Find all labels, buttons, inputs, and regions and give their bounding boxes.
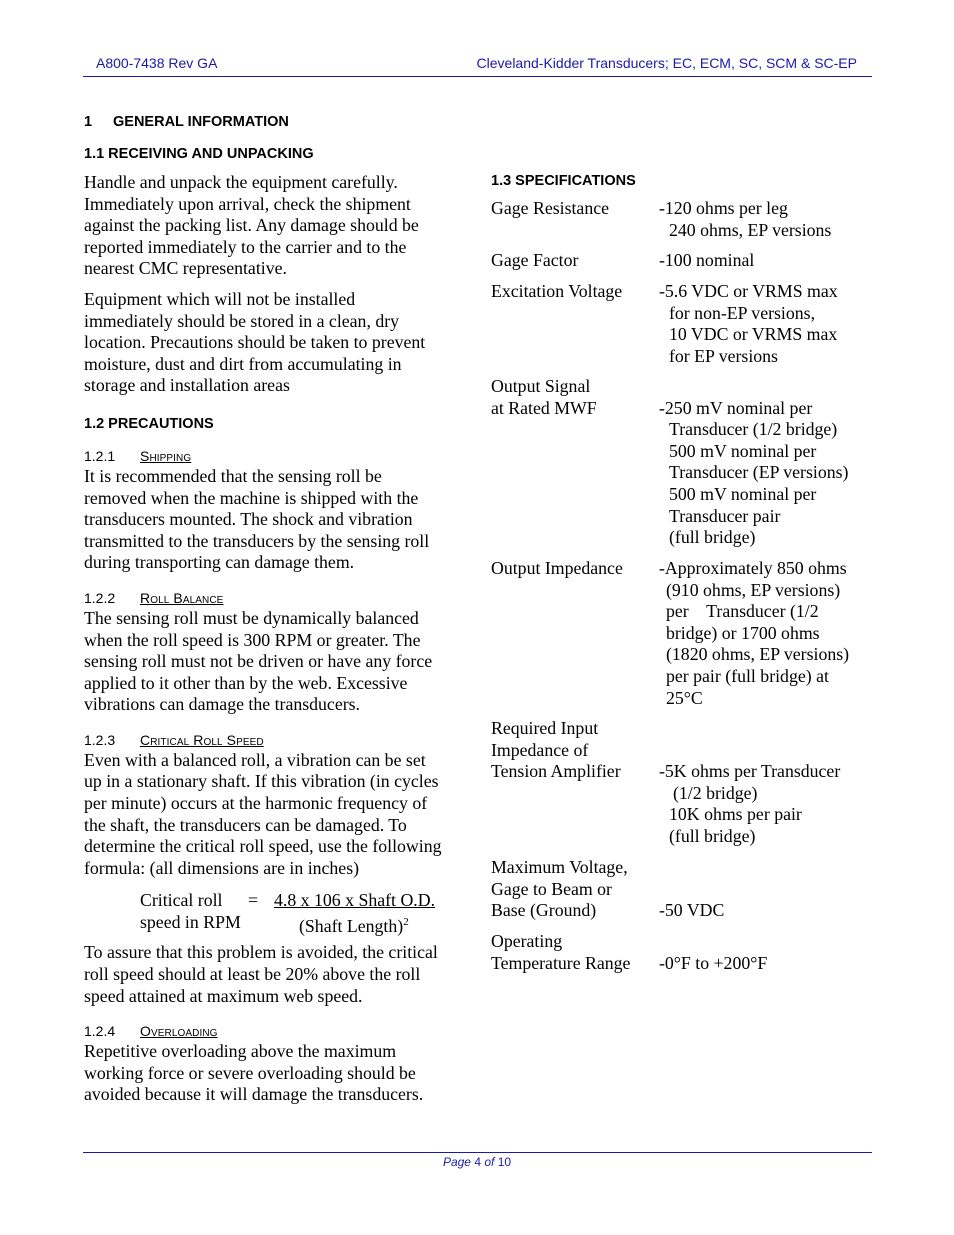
text-line: speed attained at maximum web speed. [84,985,363,1006]
critical-roll-speed-paragraph-2 [84,942,464,1007]
heading-number: 1.2.3 [84,731,116,748]
label-line: Output Signal [491,376,591,396]
heading-title: Overloading [140,1023,218,1040]
text-line: Even with a balanced roll, a vibration can be set [84,749,426,770]
spec-value [659,281,874,367]
text-line: moisture, dust and dirt from accumulating in [84,353,402,374]
text-line: removed when the machine is shipped with the [84,487,419,508]
label-line: Tension Amplifier [491,761,621,782]
denominator-text: (Shaft Length) [299,916,404,937]
section-1-heading [84,112,464,132]
text-line: the shaft, the transducers can be damaged. To [84,814,407,835]
text-line: nearest CMC representative. [84,258,287,279]
spec-value: -0°F to +200°F [659,952,768,973]
critical-roll-speed-heading [84,730,464,750]
header-rule [83,76,872,77]
text-line: immediately should be stored in a clean, dry [84,310,400,331]
section-1-number: 1 [84,114,93,130]
roll-balance-paragraph [84,608,464,716]
page-number: 4 [474,1155,481,1169]
label-line: Impedance of [491,739,589,760]
text-line: Repetitive overloading above the maximum [84,1041,397,1062]
section-1-title: GENERAL INFORMATION [113,114,289,130]
spec-output-impedance [491,558,871,718]
value-line: (full bridge) [669,527,756,548]
value-line: -5.6 VDC or VRMS max [659,281,838,301]
value-line: per Transducer (1/2 [666,601,819,622]
text-line: vibrations can damage the transducers. [84,694,361,715]
text-line: Equipment which will not be installed [84,288,356,309]
value-line: -Approximately 850 ohms [659,558,847,578]
spec-value [659,761,874,847]
label-line: at Rated MWF [491,397,597,418]
spec-maximum-voltage [491,857,871,931]
value-line: -250 mV nominal per [659,397,813,418]
section-1-3-heading: 1.3 SPECIFICATIONS [491,173,636,189]
label-line: Maximum Voltage, [491,857,628,877]
text-line: during transporting can damage them. [84,552,355,573]
text-line: avoided because it will damage the transducers. [84,1084,424,1105]
value-line: 10K ohms per pair [669,804,802,825]
text-line: transducers mounted. The shock and vibration [84,509,413,530]
receiving-paragraph-1 [84,172,464,280]
value-line: per pair (full bridge) at [666,665,829,686]
text-line: up in a stationary shaft. If this vibration (in cycles [84,771,439,792]
text-line: formula: (all dimensions are in inches) [84,857,360,878]
text-line: Handle and unpack the equipment carefully. [84,172,398,192]
text-line: It is recommended that the sensing roll be [84,465,382,486]
value-line: for non-EP versions, [669,302,816,323]
spec-label: Gage Factor [491,250,579,270]
value-line: Transducer (EP versions) [669,462,849,483]
text-line: Immediately upon arrival, check the shipment [84,193,411,214]
spec-label [491,857,651,922]
value-line: Transducer pair [669,505,781,526]
formula-numerator: 4.8 x 106 x Shaft O.D. [274,890,436,911]
formula-denominator [299,912,409,938]
right-column [491,171,871,975]
label-line: Base (Ground) [491,900,597,921]
spec-label: Excitation Voltage [491,281,623,301]
doc-id: A800-7438 Rev GA [96,55,218,71]
spec-value: -50 VDC [659,900,725,921]
text-line: The sensing roll must be dynamically balanced [84,607,419,628]
heading-number: 1.2.1 [84,447,116,464]
spec-label [491,376,651,419]
shipping-heading [84,446,464,466]
text-line: per minute) occurs at the harmonic frequency of [84,793,428,814]
spec-operating-temperature [491,931,871,975]
shipping-paragraph [84,466,464,574]
value-line: (1/2 bridge) [673,782,758,803]
spec-label [491,718,651,783]
value-line: bridge) or 1700 ohms [666,622,820,643]
value-line: 500 mV nominal per [669,440,817,461]
overloading-paragraph [84,1041,464,1106]
formula-lhs-line-2: speed in RPM [140,912,241,933]
value-line: 500 mV nominal per [669,483,817,504]
text-line: location. Precautions should be taken to prevent [84,332,426,353]
heading-number: 1.2.2 [84,589,116,606]
left-column [84,112,464,1106]
section-1-1-heading: 1.1 RECEIVING AND UNPACKING [84,146,314,162]
spec-value [659,558,874,709]
spec-required-input-impedance [491,718,871,857]
page-total: 10 [497,1155,512,1169]
text-line: transmitted to the transducers by the sensing roll [84,530,430,551]
footer-rule [83,1152,872,1153]
label-line: Required Input [491,718,599,738]
label-line: Temperature Range [491,952,631,973]
heading-title: Roll Balance [140,589,224,606]
value-line: -5K ohms per Transducer [659,761,841,782]
value-line: 10 VDC or VRMS max [669,324,838,345]
text-line: determine the critical roll speed, use the following [84,836,442,857]
critical-roll-speed-paragraph [84,750,464,880]
page-footer [0,1155,954,1169]
text-line: working force or severe overloading should be [84,1062,416,1083]
receiving-paragraph-2 [84,289,464,397]
spec-output-signal [491,376,871,558]
text-line: sensing roll must not be driven or have any force [84,651,433,672]
formula-lhs-line-1: Critical roll [140,890,223,911]
heading-title: Shipping [140,447,192,464]
heading-number: 1.2.4 [84,1023,116,1040]
text-line: storage and installation areas [84,375,290,396]
value-line: (1820 ohms, EP versions) [666,644,850,665]
section-1-2-heading: 1.2 PRECAUTIONS [84,415,214,432]
doc-title: Cleveland-Kidder Transducers; EC, ECM, SC, SCM & SC-EP [476,55,857,71]
value-line: 240 ohms, EP versions [669,219,832,240]
spec-value [659,398,874,549]
spec-excitation-voltage [491,281,871,376]
value-line: -120 ohms per leg [659,198,788,218]
text-line: roll speed should at least be 20% above the roll [84,964,421,985]
text-line: applied to it other than by the web. Excessive [84,672,408,693]
formula-equals: = [248,890,259,911]
spec-label [491,931,651,974]
value-line: for EP versions [669,345,778,366]
spec-label: Output Impedance [491,558,623,578]
value-line: Transducer (1/2 bridge) [669,419,838,440]
page-word: Page [442,1155,471,1169]
heading-title: Critical Roll Speed [140,731,264,748]
overloading-heading [84,1021,464,1041]
label-line: Operating [491,931,563,951]
text-line: when the roll speed is 300 RPM or greater. The [84,629,421,650]
exponent: 2 [403,916,409,929]
spec-value [659,198,874,241]
value-line: (full bridge) [669,825,756,846]
spec-gage-factor [491,250,871,281]
of-word: of [484,1155,495,1169]
value-line: 25°C [666,687,703,708]
label-line: Gage to Beam or [491,878,612,899]
critical-speed-formula [84,890,464,937]
spec-value: -100 nominal [659,250,755,270]
spec-gage-resistance [491,198,871,250]
roll-balance-heading [84,588,464,608]
text-line: against the packing list. Any damage should be [84,215,419,236]
spec-label: Gage Resistance [491,198,610,218]
value-line: (910 ohms, EP versions) [666,579,841,600]
text-line: To assure that this problem is avoided, the critical [84,942,438,963]
text-line: reported immediately to the carrier and to the [84,236,407,257]
